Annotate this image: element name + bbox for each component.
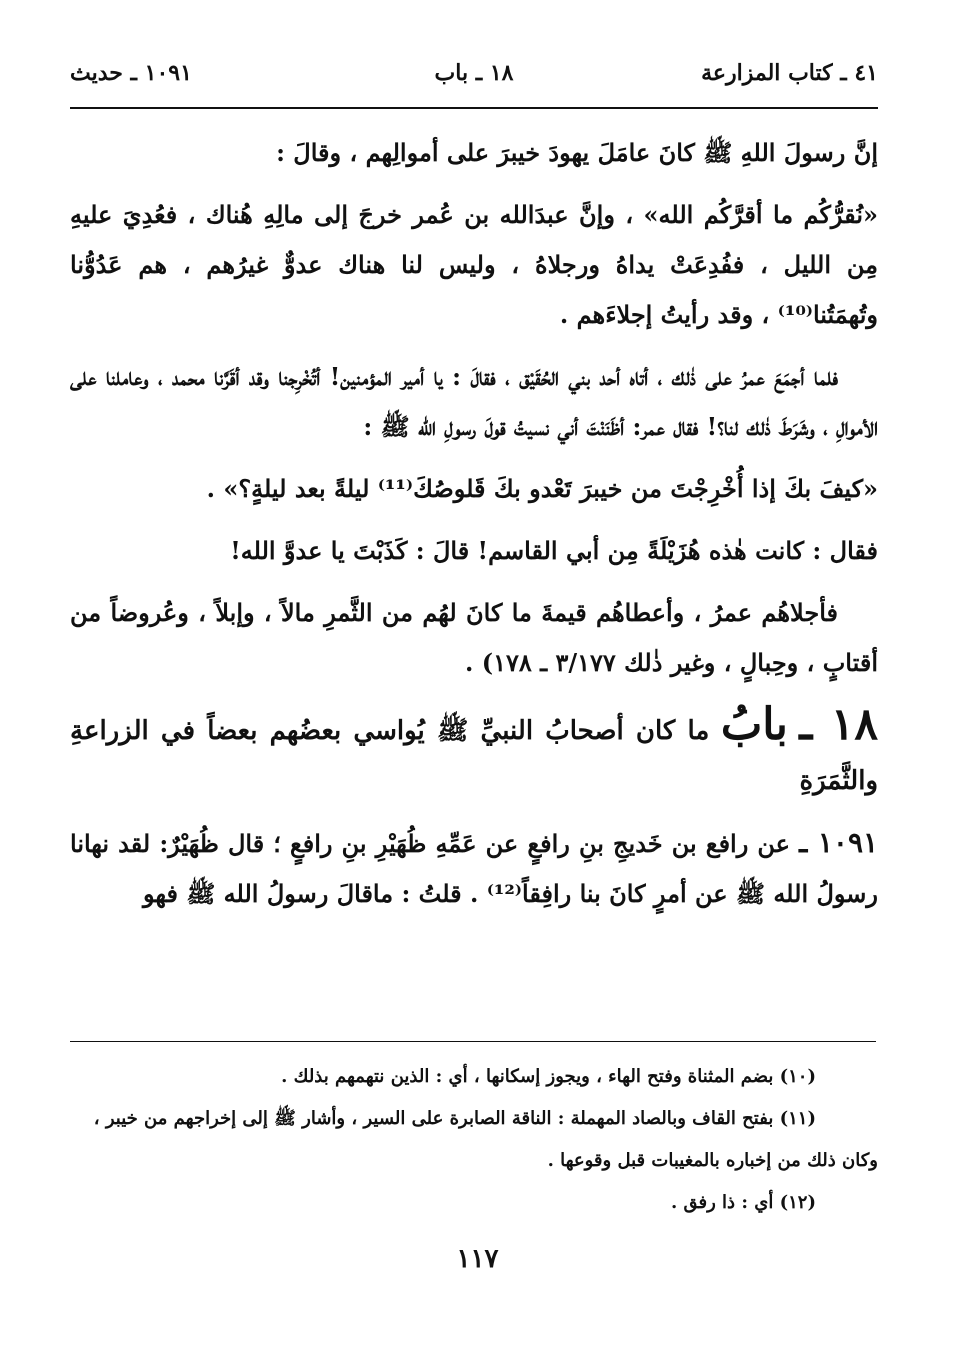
page-header <box>70 56 878 96</box>
chapter-heading <box>70 700 878 806</box>
footnote-12: (١٢) أي : ذا رفق . <box>670 1192 816 1213</box>
paragraph-6: فأجلاهُم عمرُ ، وأعطاهُم قيمةَ ما كانَ لهُم من الثَّمرِ مالاً ، وإبلاً ، وعُروضاً من أقتابٍ ، وحِبالٍ ، وغير ذٰلك ٣/١٧٧ ـ ١٧٨) . <box>70 598 878 677</box>
footnotes <box>70 1056 878 1224</box>
hadith-paragraph <box>70 818 878 919</box>
hadith-text: عن رافع بن خَديجِ بنِ رافعٍ عن عَمِّهِ ظُهَيْرِ بنِ رافعٍ ؛ قال ظُهَيْرٌ: لقد نهانا رسولُ الله ﷺ عن أمرٍ كانَ بنا رافِقاً⁽¹²⁾ . قلتُ : ماقالَ رسولُ الله ﷺ فهو <box>70 829 878 908</box>
paragraph-3: فلما أجمَعَ عمرُ على ذٰلك ، أتاه أحد بني الحُقَيْق ، فقالَ : يا أمير المؤمنين! أتُخْرِجنا وقد أقَرَّنا محمد ، وعاملنا على الأموالِ ، وشَرَطَ ذٰلك لنا؟! فقال عمر: أظَنَنْتَ أني نسيتُ قولَ رسولِ الله ﷺ : <box>70 362 878 441</box>
page-number: ١١٧ <box>456 1244 499 1274</box>
paragraph-1: إنَّ رسولَ اللهِ ﷺ كانَ عامَلَ يهودَ خيبرَ على أموالِهم ، وقالَ : <box>276 138 878 167</box>
footnote-divider <box>70 1041 876 1042</box>
header-hadith: ١٠٩١ ـ حديث <box>70 60 192 86</box>
chapter-number: ١٨ ـ <box>799 699 879 750</box>
footnote-10: (١٠) بضم المثناة وفتح الهاء ، ويجوز إسكانها ، أي : الذين نتهمهم بذلك . <box>281 1066 816 1087</box>
hadith-number: ١٠٩١ ـ <box>799 826 879 859</box>
chapter-word: بابُ <box>720 699 788 750</box>
paragraph-5: فقال : كانت هٰذه هُزَيْلَةً مِن أبي القاسم! قالَ : كَذَبْتَ يا عدوَّ الله! <box>230 536 878 565</box>
footnote-11: (١١) بفتح القاف وبالصاد المهملة : الناقة الصابرة على السير ، وأشار ﷺ إلى إخراجهم من خيبر ، وكان ذلك من إخباره بالمغيبات قبل وقوعها . <box>93 1108 878 1171</box>
header-divider <box>70 107 878 109</box>
main-text <box>70 128 878 931</box>
header-chapter: ١٨ ـ باب <box>434 60 514 86</box>
chapter-title: ما كان أصحابُ النبيِّ ﷺ يُواسي بعضُهم بعضاً في الزراعةِ والثَّمَرَةِ <box>70 716 878 796</box>
paragraph-2: «نُقرُّكُم ما أقرَّكُم الله» ، وإنَّ عبدَالله بن عُمر خرجَ إلى مالِهِ هُناك ، فعُدِيَ عليهِ مِن الليل ، ففُدِعَتْ يداهُ ورجلاهُ ، وليس لنا هناك عدوٌّ غيرُهم ، هم عَدُوُّنا وتُهمَتُنا⁽¹⁰⁾ ، وقد رأيتُ إجلاءَهم . <box>70 200 878 329</box>
header-book-title: ٤١ ـ كتاب المزارعة <box>701 60 878 86</box>
paragraph-4: «كيفَ بكَ إذا أُخْرِجْتَ من خيبرَ تَعْدو بكَ قَلوصُكَ⁽¹¹⁾ ليلةً بعد ليلةٍ؟» . <box>206 474 878 503</box>
